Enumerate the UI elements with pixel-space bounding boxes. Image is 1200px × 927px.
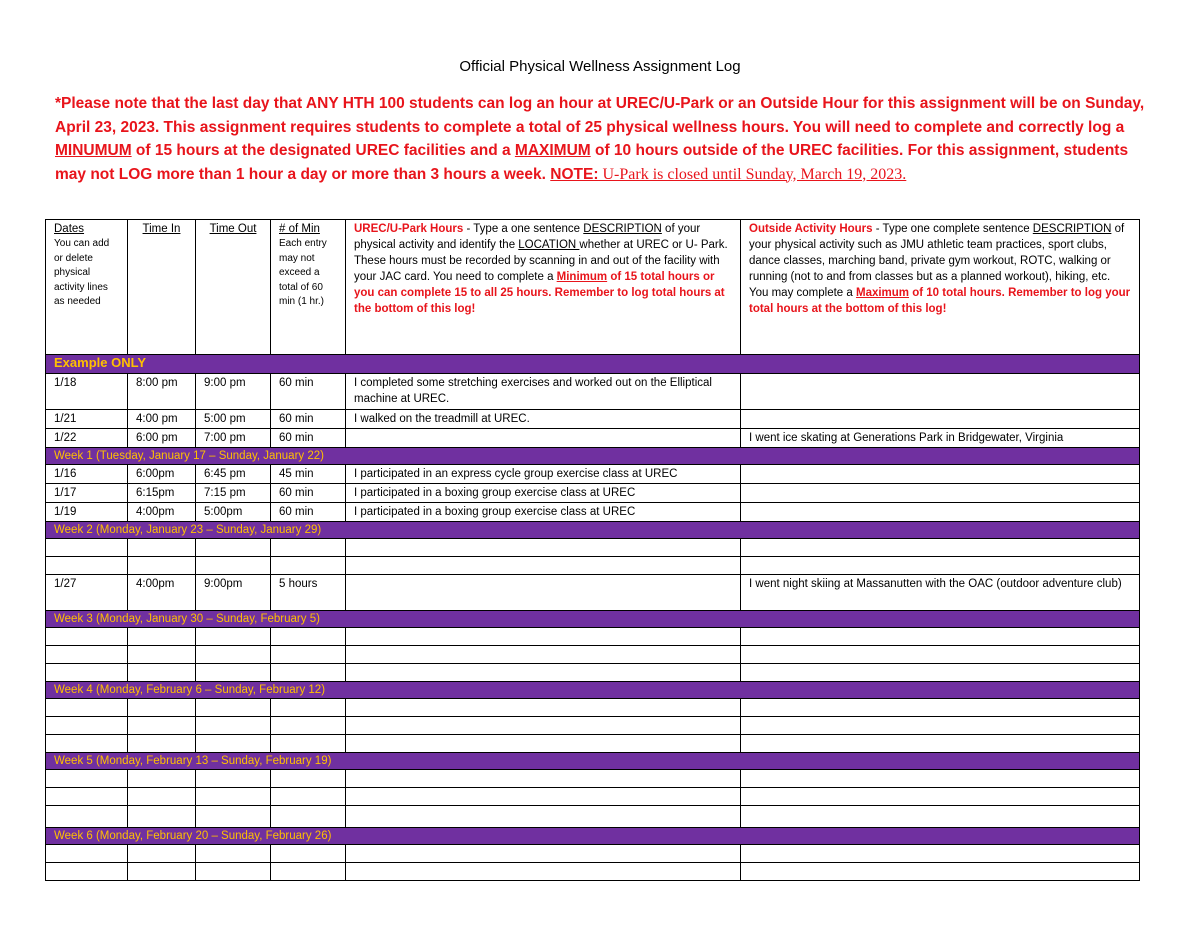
urec-cell[interactable] [346, 845, 741, 863]
urec-cell[interactable] [346, 770, 741, 788]
urec-cell[interactable] [346, 863, 741, 881]
urec-cell[interactable] [346, 806, 741, 828]
time-out-cell[interactable] [196, 788, 271, 806]
urec-cell[interactable] [346, 788, 741, 806]
outside-cell[interactable] [741, 735, 1140, 753]
example-label: Example ONLY [46, 355, 1140, 374]
urec-cell[interactable] [346, 717, 741, 735]
time-in-cell[interactable] [128, 664, 196, 682]
header-urec-description-word: DESCRIPTION [583, 223, 662, 235]
time-in-cell[interactable] [128, 646, 196, 664]
header-urec-text-a: - Type a one sentence [463, 223, 584, 235]
table-row [46, 429, 1140, 448]
date-cell[interactable] [46, 788, 128, 806]
outside-cell[interactable]: I went ice skating at Generations Park in Bridgewater, Virginia [741, 429, 1140, 448]
activity-log-table [45, 219, 1140, 881]
time-out-cell[interactable] [196, 557, 271, 575]
time-in-cell[interactable] [128, 788, 196, 806]
week-4-label: Week 4 (Monday, February 6 – Sunday, February 12) [46, 682, 1140, 699]
empty-row [46, 557, 1140, 575]
notice-text-2: of 15 hours at the designated UREC facilities and a [131, 142, 515, 159]
time-out-cell[interactable] [196, 735, 271, 753]
outside-cell[interactable] [741, 374, 1140, 410]
outside-cell[interactable] [741, 465, 1140, 484]
header-urec-location-word: LOCATION [518, 239, 580, 251]
week-2-divider [46, 522, 1140, 539]
week-4-divider [46, 682, 1140, 699]
outside-cell[interactable] [741, 717, 1140, 735]
date-cell[interactable] [46, 770, 128, 788]
empty-row [46, 770, 1140, 788]
time-out-cell[interactable]: 9:00pm [196, 575, 271, 611]
time-in-cell[interactable]: 4:00pm [128, 503, 196, 522]
header-outside-text-c: of 10 total hours. Remember to log your total hours at the bottom of this log! [749, 287, 1131, 315]
minutes-cell[interactable] [271, 806, 346, 828]
urec-cell[interactable] [346, 735, 741, 753]
empty-row [46, 646, 1140, 664]
week-6-label: Week 6 (Monday, February 20 – Sunday, February 26) [46, 828, 1140, 845]
empty-row [46, 735, 1140, 753]
time-in-cell[interactable]: 6:15pm [128, 484, 196, 503]
time-out-cell[interactable]: 6:45 pm [196, 465, 271, 484]
header-dates-note: You can add or delete physical activity lines as needed [54, 238, 110, 307]
urec-cell[interactable] [346, 699, 741, 717]
table-row [46, 575, 1140, 611]
minutes-cell[interactable] [271, 646, 346, 664]
urec-cell[interactable] [346, 664, 741, 682]
week-1-label: Week 1 (Tuesday, January 17 – Sunday, January 22) [46, 448, 1140, 465]
notice-text-1: *Please note that the last day that ANY HTH 100 students can log an hour at UREC/U-Park or an Outside Hour for this assignment will be on Sunday, April 23, 2023. This assignment requires students to complete a total of 25 physical wellness hours. You will need to complete and correctly log a [55, 95, 1145, 136]
time-in-cell[interactable] [128, 735, 196, 753]
time-in-cell[interactable] [128, 863, 196, 881]
empty-row [46, 699, 1140, 717]
urec-cell[interactable] [346, 539, 741, 557]
urec-cell[interactable]: I participated in a boxing group exercise class at UREC [346, 484, 741, 503]
date-cell[interactable] [46, 717, 128, 735]
minutes-cell[interactable] [271, 735, 346, 753]
empty-row [46, 539, 1140, 557]
time-out-cell[interactable] [196, 770, 271, 788]
time-in-cell[interactable] [128, 539, 196, 557]
table-row [46, 503, 1140, 522]
header-row [46, 220, 1140, 355]
time-out-cell[interactable] [196, 664, 271, 682]
outside-cell[interactable] [741, 806, 1140, 828]
header-dates-label: Dates [54, 223, 85, 235]
time-in-cell[interactable] [128, 699, 196, 717]
date-cell[interactable]: 1/17 [46, 484, 128, 503]
empty-row [46, 863, 1140, 881]
urec-cell[interactable] [346, 575, 741, 611]
header-minutes [271, 220, 346, 355]
outside-cell[interactable] [741, 863, 1140, 881]
urec-cell[interactable] [346, 429, 741, 448]
time-in-cell[interactable]: 6:00pm [128, 465, 196, 484]
week-2-label: Week 2 (Monday, January 23 – Sunday, January 29) [46, 522, 1140, 539]
header-urec-text-d: of 15 total hours or you can complete 15 to all 25 hours. Remember to log total hours at the bottom of this log! [354, 271, 725, 315]
time-out-cell[interactable] [196, 628, 271, 646]
time-out-cell[interactable] [196, 717, 271, 735]
header-urec [346, 220, 741, 355]
time-in-cell[interactable] [128, 770, 196, 788]
table-row [46, 465, 1140, 484]
notice-minimum: MINUMUM [55, 142, 132, 159]
date-cell[interactable] [46, 863, 128, 881]
notice-text-3: of 10 hours outside of the UREC facilities. For this assignment, students may not LOG more than 1 hour a day or more than 3 hours a week. [55, 142, 1129, 183]
header-minutes-label: # of Min [279, 223, 320, 235]
time-in-cell[interactable]: 6:00 pm [128, 429, 196, 448]
minutes-cell[interactable] [271, 770, 346, 788]
header-urec-title: UREC/U-Park Hours [354, 223, 464, 235]
minutes-cell[interactable]: 60 min [271, 429, 346, 448]
date-cell[interactable]: 1/27 [46, 575, 128, 611]
table-row [46, 484, 1140, 503]
time-in-cell[interactable]: 4:00 pm [128, 410, 196, 429]
date-cell[interactable] [46, 845, 128, 863]
minutes-cell[interactable] [271, 863, 346, 881]
date-cell[interactable]: 1/22 [46, 429, 128, 448]
table-row [46, 410, 1140, 429]
minutes-cell[interactable] [271, 539, 346, 557]
date-cell[interactable] [46, 539, 128, 557]
date-cell[interactable] [46, 806, 128, 828]
date-cell[interactable]: 1/21 [46, 410, 128, 429]
header-dates [46, 220, 128, 355]
week-3-label: Week 3 (Monday, January 30 – Sunday, February 5) [46, 611, 1140, 628]
outside-cell[interactable] [741, 770, 1140, 788]
time-out-cell[interactable] [196, 646, 271, 664]
week-1-divider [46, 448, 1140, 465]
notice-note-label: NOTE: [550, 165, 599, 183]
outside-cell[interactable] [741, 699, 1140, 717]
urec-cell[interactable]: I completed some stretching exercises and worked out on the Elliptical machine at UREC. [346, 374, 741, 410]
notice-maximum: MAXIMUM [514, 142, 591, 159]
empty-row [46, 845, 1140, 863]
time-in-cell[interactable]: 4:00pm [128, 575, 196, 611]
week-5-label: Week 5 (Monday, February 13 – Sunday, February 19) [46, 753, 1140, 770]
minutes-cell[interactable] [271, 664, 346, 682]
empty-row [46, 806, 1140, 828]
week-3-divider [46, 611, 1140, 628]
time-in-cell[interactable]: 8:00 pm [128, 374, 196, 410]
urec-cell[interactable]: I walked on the treadmill at UREC. [346, 410, 741, 429]
outside-cell[interactable] [741, 410, 1140, 429]
date-cell[interactable] [46, 628, 128, 646]
outside-cell[interactable] [741, 557, 1140, 575]
date-cell[interactable]: 1/19 [46, 503, 128, 522]
time-in-cell[interactable] [128, 845, 196, 863]
header-outside-description-word: DESCRIPTION [1032, 223, 1112, 235]
minutes-cell[interactable]: 60 min [271, 410, 346, 429]
outside-cell[interactable]: I went night skiing at Massanutten with the OAC (outdoor adventure club) [741, 575, 1140, 611]
minutes-cell[interactable] [271, 699, 346, 717]
header-outside-title: Outside Activity Hours [749, 223, 873, 235]
minutes-cell[interactable]: 60 min [271, 503, 346, 522]
minutes-cell[interactable]: 45 min [271, 465, 346, 484]
header-outside [741, 220, 1140, 355]
minutes-cell[interactable] [271, 557, 346, 575]
date-cell[interactable] [46, 699, 128, 717]
header-urec-minimum-word: Minimum [556, 271, 608, 283]
time-in-cell[interactable] [128, 557, 196, 575]
time-in-cell[interactable] [128, 717, 196, 735]
minutes-cell[interactable]: 60 min [271, 374, 346, 410]
urec-cell[interactable] [346, 557, 741, 575]
time-out-cell[interactable] [196, 863, 271, 881]
time-out-cell[interactable]: 7:00 pm [196, 429, 271, 448]
header-urec-text-b: of your physical activity and identify the [354, 223, 701, 251]
minutes-cell[interactable]: 5 hours [271, 575, 346, 611]
header-time-in: Time In [128, 220, 196, 355]
week-5-divider [46, 753, 1140, 770]
urec-cell[interactable]: I participated in an express cycle group exercise class at UREC [346, 465, 741, 484]
empty-row [46, 664, 1140, 682]
header-outside-text-b: of your physical activity such as JMU athletic team practices, sport clubs, dance classes, marching band, private gym workout, ROTC, walking or running (not to and from classes but as a planned workout), hiking, etc. You may complete a [749, 223, 1125, 299]
page-title: Official Physical Wellness Assignment Log [459, 58, 741, 75]
time-out-cell[interactable]: 5:00pm [196, 503, 271, 522]
time-out-cell[interactable]: 7:15 pm [196, 484, 271, 503]
time-out-cell[interactable] [196, 699, 271, 717]
outside-cell[interactable] [741, 503, 1140, 522]
header-outside-text-a: - Type one complete sentence [872, 223, 1033, 235]
urec-cell[interactable] [346, 646, 741, 664]
outside-cell[interactable] [741, 646, 1140, 664]
date-cell[interactable] [46, 735, 128, 753]
date-cell[interactable] [46, 664, 128, 682]
urec-cell[interactable]: I participated in a boxing group exercise class at UREC [346, 503, 741, 522]
assignment-notice [55, 92, 1155, 186]
table-row [46, 374, 1140, 410]
empty-row [46, 717, 1140, 735]
time-out-cell[interactable] [196, 845, 271, 863]
time-out-cell[interactable] [196, 806, 271, 828]
notice-note-text: U-Park is closed until Sunday, March 19, 2023. [598, 165, 907, 183]
date-cell[interactable]: 1/16 [46, 465, 128, 484]
header-time-out: Time Out [196, 220, 271, 355]
time-in-cell[interactable] [128, 628, 196, 646]
minutes-cell[interactable] [271, 788, 346, 806]
header-minutes-note: Each entry may not exceed a total of 60 min (1 hr.) [279, 238, 327, 307]
outside-cell[interactable] [741, 845, 1140, 863]
outside-cell[interactable] [741, 628, 1140, 646]
week-6-divider [46, 828, 1140, 845]
outside-cell[interactable] [741, 664, 1140, 682]
date-cell[interactable] [46, 646, 128, 664]
header-outside-maximum-word: Maximum [855, 287, 910, 299]
date-cell[interactable]: 1/18 [46, 374, 128, 410]
time-in-cell[interactable] [128, 806, 196, 828]
outside-cell[interactable] [741, 484, 1140, 503]
empty-row [46, 628, 1140, 646]
minutes-cell[interactable]: 60 min [271, 484, 346, 503]
example-divider [46, 355, 1140, 374]
time-out-cell[interactable]: 5:00 pm [196, 410, 271, 429]
time-out-cell[interactable] [196, 539, 271, 557]
urec-cell[interactable] [346, 628, 741, 646]
minutes-cell[interactable] [271, 628, 346, 646]
minutes-cell[interactable] [271, 717, 346, 735]
empty-row [46, 788, 1140, 806]
minutes-cell[interactable] [271, 845, 346, 863]
date-cell[interactable] [46, 557, 128, 575]
time-out-cell[interactable]: 9:00 pm [196, 374, 271, 410]
outside-cell[interactable] [741, 539, 1140, 557]
header-urec-text-c: whether at UREC or U- Park. These hours must be recorded by scanning in and out of the facility with your JAC card. You need to complete a [354, 239, 728, 283]
outside-cell[interactable] [741, 788, 1140, 806]
